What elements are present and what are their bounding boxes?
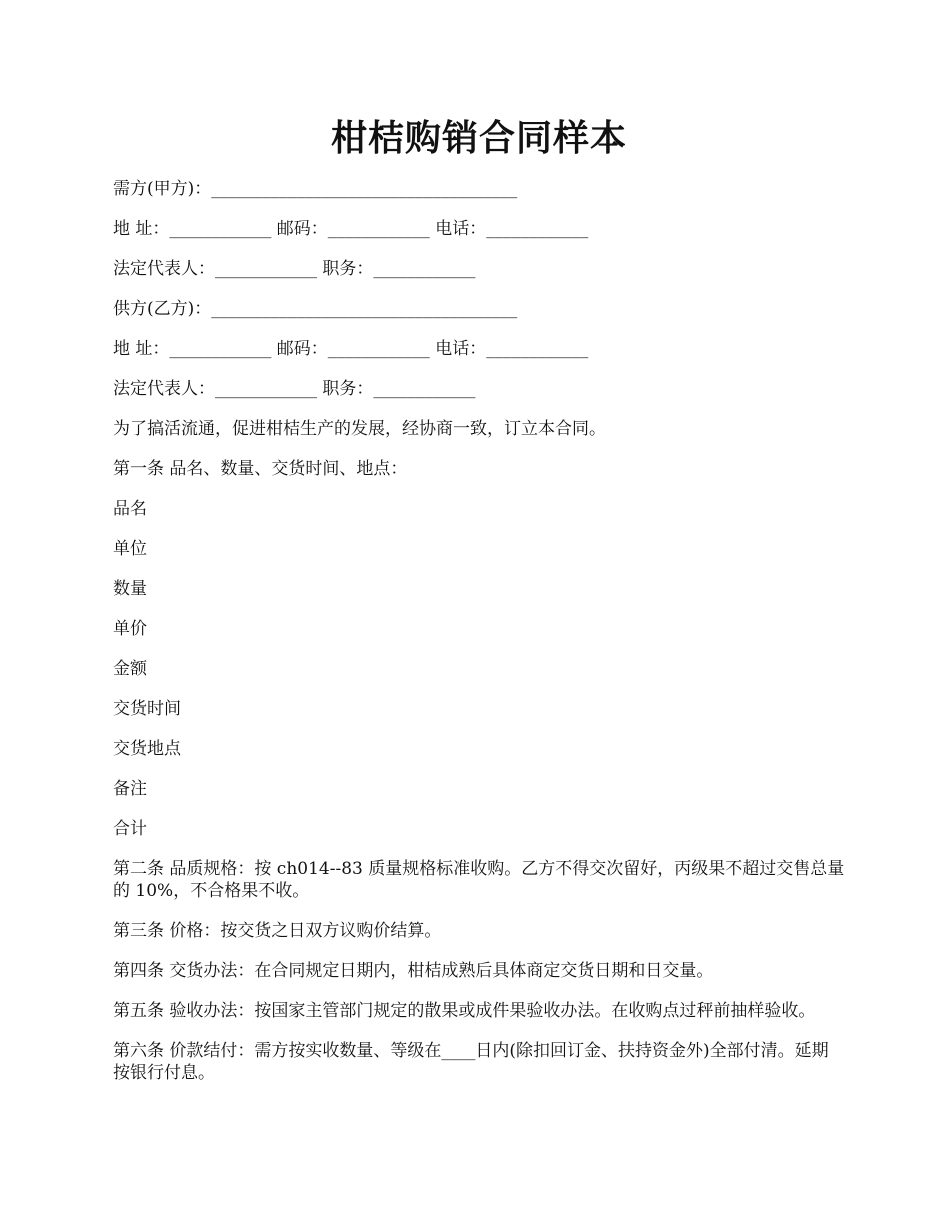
table-item: 金额 bbox=[113, 659, 147, 679]
table-item: 交货时间 bbox=[113, 699, 181, 719]
document-body bbox=[113, 178, 845, 1084]
buyer-party-line: 需方(甲方)：____________________________________ bbox=[113, 179, 518, 199]
article-2: 第二条 品质规格：按 ch014--83 质量规格标准收购。乙方不得交次留好，丙级果不超过交售总量的 10%，不合格果不收。 bbox=[113, 859, 845, 901]
table-item: 品名 bbox=[113, 499, 147, 519]
seller-representative-line: 法定代表人：____________ 职务：____________ bbox=[113, 379, 476, 399]
table-item: 交货地点 bbox=[113, 739, 181, 759]
seller-address-line: 地 址：____________ 邮码：____________ 电话：____________ bbox=[113, 339, 589, 359]
buyer-address-line: 地 址：____________ 邮码：____________ 电话：____________ bbox=[113, 219, 589, 239]
table-item: 单位 bbox=[113, 539, 147, 559]
article-1-heading: 第一条 品名、数量、交货时间、地点： bbox=[113, 459, 408, 479]
document-title: 柑桔购销合同样本 bbox=[330, 117, 627, 159]
table-item: 单价 bbox=[113, 619, 147, 639]
table-item: 数量 bbox=[113, 579, 147, 599]
buyer-representative-line: 法定代表人：____________ 职务：____________ bbox=[113, 259, 476, 279]
article-6: 第六条 价款结付：需方按实收数量、等级在____日内(除扣回订金、扶持资金外)全部付清。延期按银行付息。 bbox=[113, 1041, 829, 1083]
article-5: 第五条 验收办法：按国家主管部门规定的散果或成件果验收办法。在收购点过秤前抽样验收。 bbox=[113, 1001, 816, 1021]
table-item: 备注 bbox=[113, 779, 147, 799]
intro-paragraph: 为了搞活流通，促进柑桔生产的发展，经协商一致，订立本合同。 bbox=[113, 419, 606, 439]
article-3: 第三条 价格：按交货之日双方议购价结算。 bbox=[113, 921, 442, 941]
seller-party-line: 供方(乙方)：____________________________________ bbox=[113, 299, 518, 319]
article-4: 第四条 交货办法：在合同规定日期内，柑桔成熟后具体商定交货日期和日交量。 bbox=[113, 961, 714, 981]
table-item: 合计 bbox=[113, 819, 147, 839]
